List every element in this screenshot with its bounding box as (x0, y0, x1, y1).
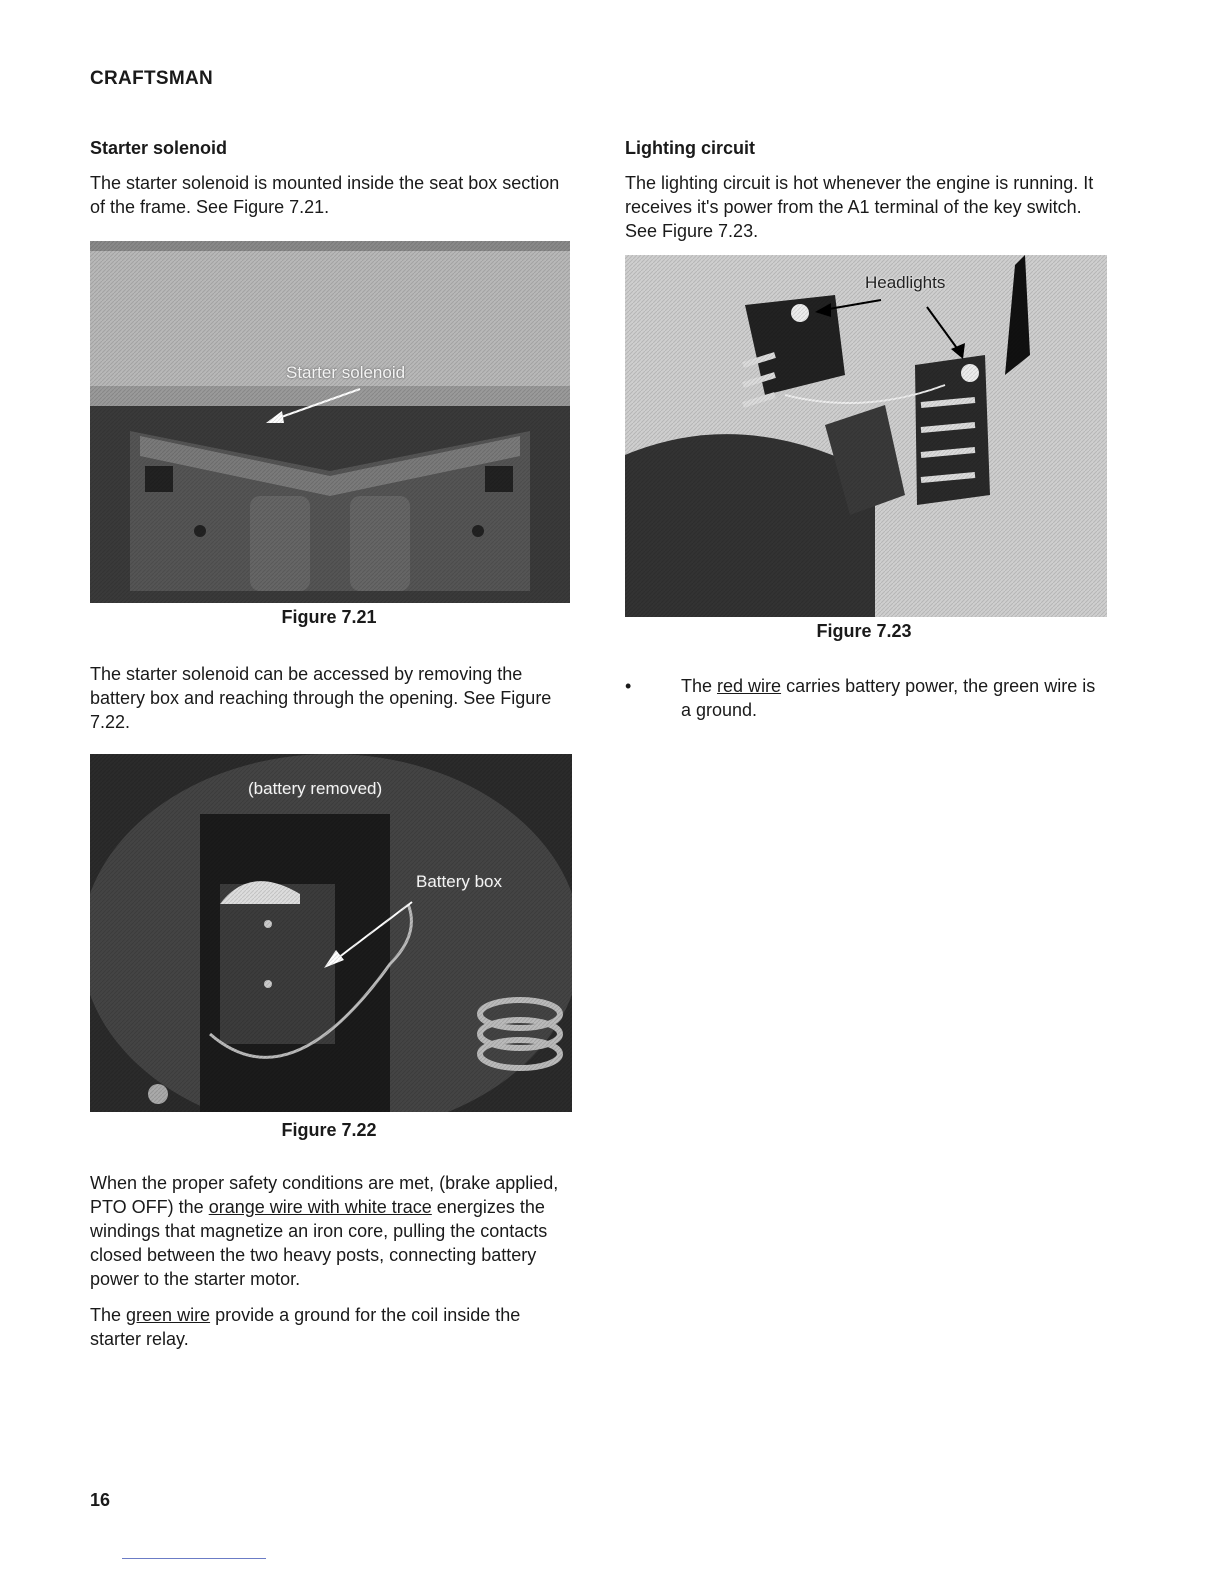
figure-7-22-label-mid: Battery box (416, 872, 502, 891)
red-wire-link: red wire (717, 676, 782, 696)
seat-box-photo (90, 241, 570, 603)
figure-7-21-caption: Figure 7.21 (281, 607, 377, 627)
section-heading-starter-solenoid: Starter solenoid (90, 138, 228, 158)
green-wire-link: green wire (126, 1305, 211, 1325)
figure-7-21-label: Starter solenoid (286, 363, 406, 382)
headlights-photo (625, 255, 1107, 617)
figure-7-22-label-top: (battery removed) (248, 779, 383, 798)
battery-box-photo (90, 754, 572, 1112)
safety-text-after: energizes the windings that magnetize an iron core, pulling the contacts closed between the two heavy posts, connecting battery power to the starter motor. (90, 1197, 548, 1289)
figure-7-22-caption: Figure 7.22 (281, 1120, 377, 1140)
figure-7-23-label: Headlights (865, 273, 946, 292)
figure-7-23-image (625, 255, 1107, 617)
brand-header: CRAFTSMAN (90, 68, 214, 89)
safety-paragraph (90, 1171, 568, 1291)
lighting-intro-paragraph: The lighting circuit is hot whenever the engine is running. It receives it's power from the A1 terminal of the key switch. See Figure 7.23. (625, 173, 1094, 241)
ground-paragraph (90, 1303, 568, 1351)
figure-7-21-image (90, 241, 570, 603)
section-heading-lighting-circuit: Lighting circuit (625, 138, 755, 158)
bullet-text (681, 674, 1103, 722)
figure-7-22-image (90, 754, 572, 1112)
access-paragraph: The starter solenoid can be accessed by removing the battery box and reaching through the opening. See Figure 7.22. (90, 664, 552, 732)
ground-text-before: The (90, 1305, 127, 1325)
wire-bullet-item (625, 674, 1103, 722)
bullet-text-before: The (681, 676, 718, 696)
bullet-marker: • (625, 676, 632, 696)
safety-text-before: When the proper safety conditions are met, (brake applied, PTO OFF) the (90, 1173, 559, 1217)
left-column (90, 138, 568, 1351)
footer-rule (122, 1558, 266, 1559)
ground-text-after: provide a ground for the coil inside the starter relay. (90, 1305, 521, 1349)
starter-intro-paragraph: The starter solenoid is mounted inside the seat box section of the frame. See Figure 7.21. (90, 173, 560, 217)
right-column (625, 138, 1103, 722)
figure-7-23-caption: Figure 7.23 (816, 621, 912, 641)
page-number: 16 (90, 1490, 111, 1510)
orange-wire-link: orange wire with white trace (208, 1197, 432, 1217)
bullet-text-after: carries battery power, the green wire is a ground. (681, 676, 1096, 720)
